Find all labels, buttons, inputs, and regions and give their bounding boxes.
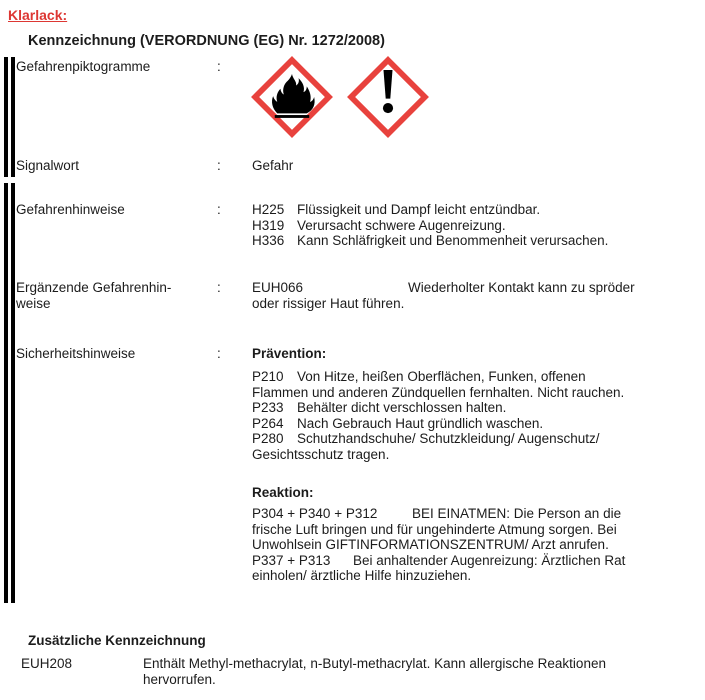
hazard-text: Flüssigkeit und Dampf leicht entzündbar. bbox=[297, 202, 541, 217]
change-mark-bar bbox=[11, 57, 15, 177]
euh-code: EUH066 bbox=[252, 280, 304, 295]
hazard-text: Kann Schläfrigkeit und Benommenheit verursachen. bbox=[297, 233, 609, 248]
hazard-statement bbox=[252, 233, 608, 249]
separator: : bbox=[217, 280, 221, 295]
reaction-heading: Reaktion: bbox=[252, 485, 314, 500]
ghs02-flame-icon bbox=[251, 56, 333, 138]
product-title: Klarlack: bbox=[8, 7, 68, 23]
ghs07-exclamation-icon bbox=[347, 56, 429, 138]
reaction-statements bbox=[252, 506, 625, 584]
change-mark-bar bbox=[4, 183, 8, 603]
separator: : bbox=[217, 59, 221, 74]
p-text: Flammen und anderen Zündquellen fernhalten. Nicht rauchen. bbox=[252, 384, 625, 400]
separator: : bbox=[217, 158, 221, 173]
p-code: P337 + P313 bbox=[252, 552, 331, 568]
prevention-statements bbox=[252, 369, 624, 462]
p-text: Bei anhaltender Augenreizung: Ärztlichen Rat bbox=[353, 552, 626, 568]
separator: : bbox=[217, 202, 221, 217]
hazard-statement bbox=[252, 202, 608, 218]
separator: : bbox=[217, 346, 221, 361]
additional-labeling-heading: Zusätzliche Kennzeichnung bbox=[28, 633, 206, 648]
signal-word-label: Signalwort bbox=[16, 158, 80, 173]
hazard-text: Verursacht schwere Augenreizung. bbox=[297, 217, 506, 233]
change-mark-bar bbox=[11, 183, 15, 603]
change-mark-bar bbox=[4, 57, 8, 177]
euh-text: oder rissiger Haut führen. bbox=[252, 295, 405, 311]
hazard-code: H336 bbox=[252, 233, 285, 248]
p-text: Unwohlsein GIFTINFORMATIONSZENTRUM/ Arzt anrufen. bbox=[252, 537, 609, 552]
p-text: frische Luft bringen und für ungehinderte Atmung sorgen. Bei bbox=[252, 521, 617, 537]
euh-code: EUH208 bbox=[21, 656, 73, 671]
p-code: P233 bbox=[252, 400, 284, 415]
euh-text: hervorrufen. bbox=[143, 671, 216, 687]
hazard-statements-label: Gefahrenhinweise bbox=[16, 202, 125, 217]
prevention-heading: Prävention: bbox=[252, 346, 327, 361]
p-code: P280 bbox=[252, 431, 284, 446]
p-text: Von Hitze, heißen Oberflächen, Funken, offenen bbox=[297, 369, 586, 384]
supplemental-hazard-label: Ergänzende Gefahrenhin- weise bbox=[16, 280, 172, 311]
section-heading: Kennzeichnung (VERORDNUNG (EG) Nr. 1272/2008) bbox=[28, 33, 385, 49]
p-text: Nach Gebrauch Haut gründlich waschen. bbox=[297, 415, 544, 431]
p-text: Gesichtsschutz tragen. bbox=[252, 446, 390, 462]
hazard-code: H225 bbox=[252, 202, 285, 217]
supplemental-hazard-statement bbox=[252, 280, 635, 311]
p-code: P304 + P340 + P312 bbox=[252, 506, 378, 521]
p-text: BEI EINATMEN: Die Person an die bbox=[412, 506, 622, 521]
p-text: Schutzhandschuhe/ Schutzkleidung/ Augenschutz/ bbox=[297, 431, 600, 446]
p-code: P264 bbox=[252, 415, 284, 431]
additional-labeling-statement bbox=[21, 656, 606, 687]
signal-word-value: Gefahr bbox=[252, 158, 294, 173]
euh-text: Wiederholter Kontakt kann zu spröder bbox=[408, 280, 635, 295]
p-code: P210 bbox=[252, 369, 284, 384]
hazard-code: H319 bbox=[252, 217, 285, 233]
pictograms-label: Gefahrenpiktogramme bbox=[16, 59, 151, 74]
euh-text: Enthält Methyl-methacrylat, n-Butyl-methacrylat. Kann allergische Reaktionen bbox=[143, 656, 606, 671]
safety-statements-label: Sicherheitshinweise bbox=[16, 346, 136, 361]
hazard-statements-list bbox=[252, 202, 608, 249]
p-text: einholen/ ärztliche Hilfe hinzuziehen. bbox=[252, 568, 472, 583]
p-text: Behälter dicht verschlossen halten. bbox=[297, 400, 507, 415]
hazard-statement bbox=[252, 218, 608, 234]
